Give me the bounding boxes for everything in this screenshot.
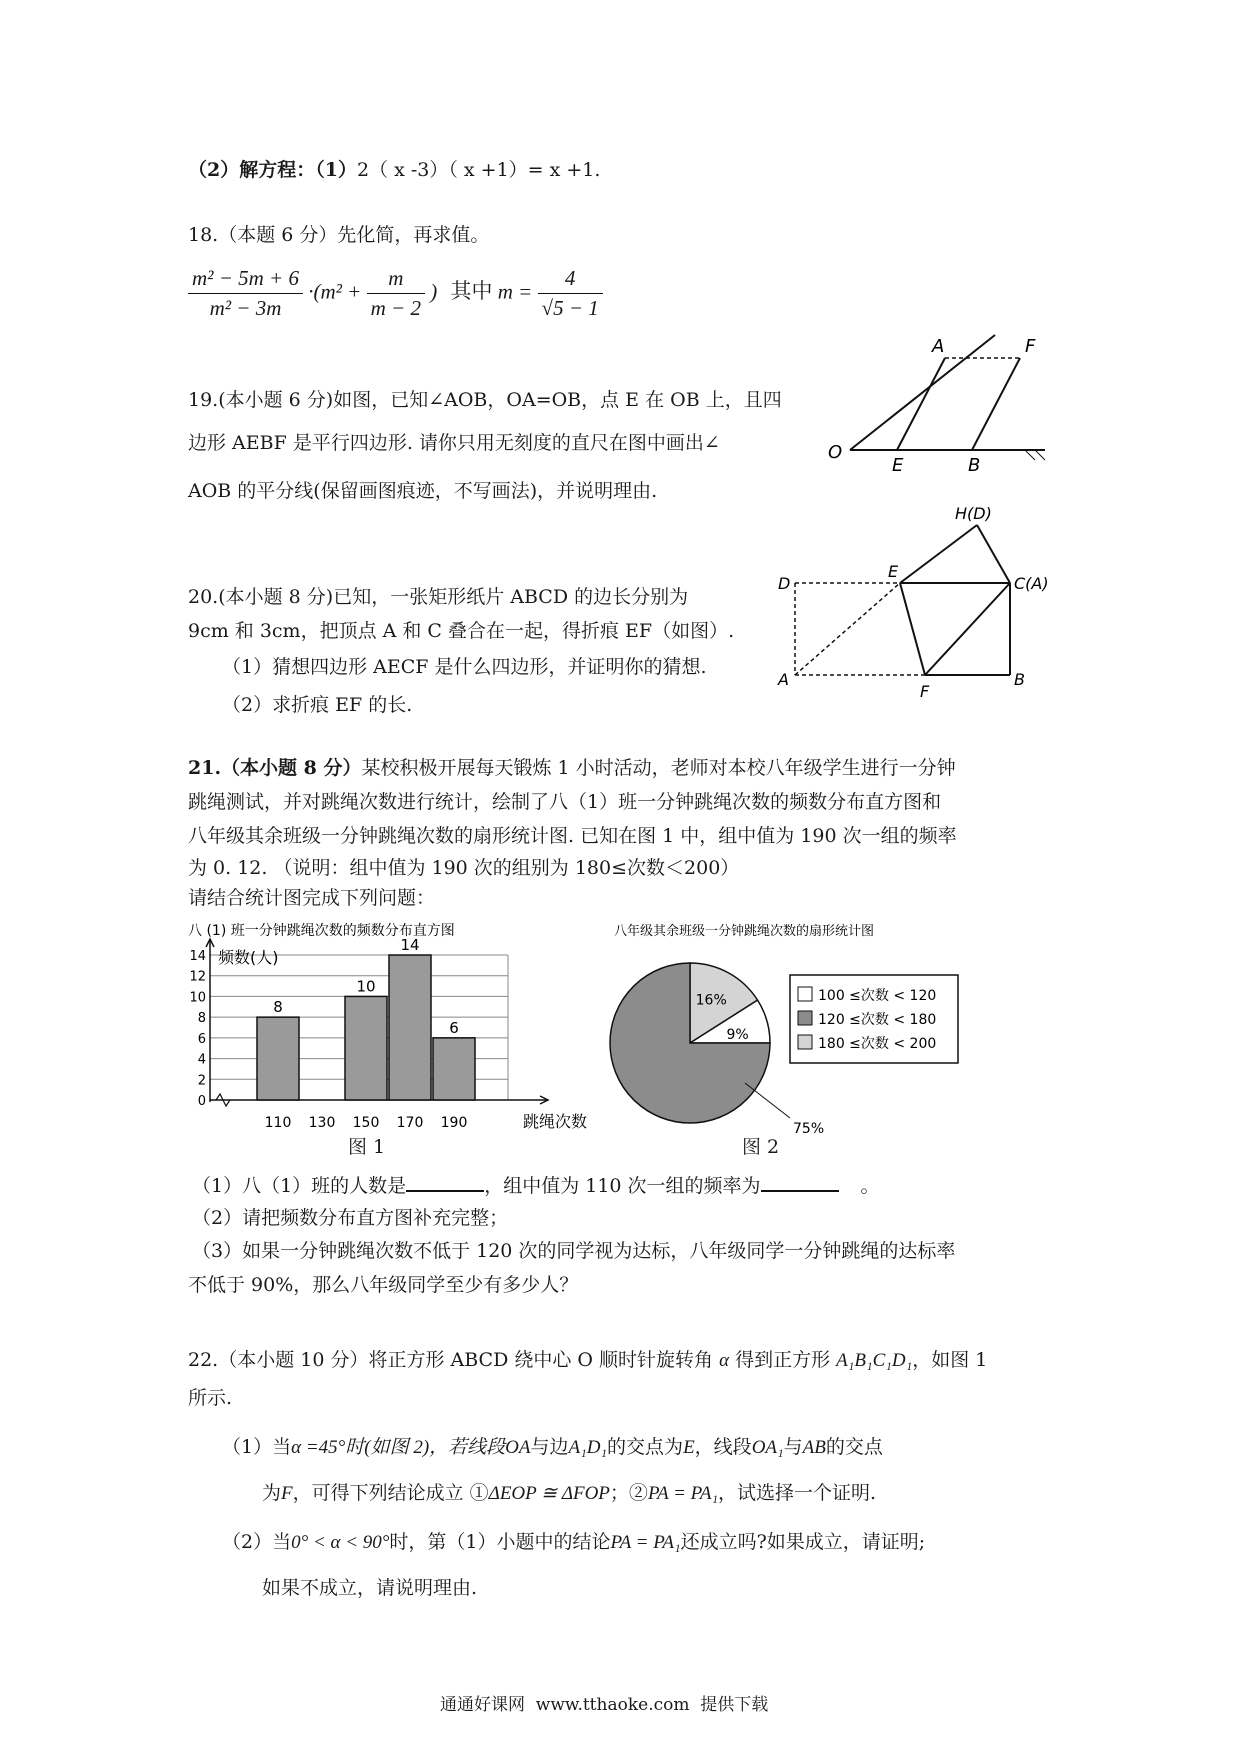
q21-question-2: （2）请把频数分布直方图补充完整；	[192, 1207, 509, 1229]
pie-title: 八年级其余班级一分钟跳绳次数的扇形统计图	[614, 924, 875, 939]
histogram-y-tick: 10	[189, 990, 206, 1006]
pie-legend-swatch	[798, 1035, 812, 1049]
q22-p1-pa-eq: PA = PA₁	[647, 1483, 719, 1504]
q21-q1-text-b: ，组中值为 110 次一组的频率为	[484, 1175, 761, 1197]
fig1-caption: 图 1	[348, 1136, 386, 1158]
q21-line-1	[188, 753, 956, 780]
q22-p1-oa: OA	[505, 1437, 531, 1458]
q22-p2-a: （2）当	[222, 1531, 292, 1553]
histogram-y-tick: 8	[197, 1011, 206, 1027]
fig2-caption: 图 2	[742, 1136, 780, 1158]
histogram-title: 八 (1) 班一分钟跳绳次数的频数分布直方图	[188, 923, 455, 939]
q19-label-a: A	[932, 336, 945, 357]
q22-line-1a: 22.（本小题 10 分）将正方形 ABCD 绕中心 O 顺时针旋转角	[188, 1349, 714, 1371]
q19-line-1: 19.(本小题 6 分)如图，已知∠AOB，OA=OB，点 E 在 OB 上，且四	[188, 389, 782, 411]
q20-label-ca: C(A)	[1014, 574, 1049, 593]
histogram-x-tick: 170	[396, 1115, 424, 1131]
q22-line-1c: ，如图 1	[912, 1349, 988, 1371]
pie-legend-swatch	[798, 987, 812, 1001]
q21-line-4: 为 0. 12. （说明：组中值为 190 次的组别为 180≤次数＜200）	[188, 857, 740, 879]
histogram-bar	[389, 955, 431, 1100]
q21-question-1	[192, 1170, 880, 1198]
q22-p1-congruence: ΔEOP ≅ ΔFOP	[488, 1483, 610, 1504]
histogram-bar-value: 10	[356, 977, 376, 996]
q22-p1-s: ，试选择一个证明.	[718, 1482, 877, 1504]
q19-label-o: O	[828, 442, 843, 463]
q21-question-3a: （3）如果一分钟跳绳次数不低于 120 次的同学视为达标，八年级同学一分钟跳绳的达标率	[192, 1240, 956, 1262]
q18-close: )	[430, 279, 438, 304]
q18-header: 18.（本题 6 分）先化简，再求值。	[188, 224, 490, 246]
q20-line-3: （1）猜想四边形 AECF 是什么四边形，并证明你的猜想.	[222, 656, 707, 678]
q22-p1-h: ，线段	[694, 1436, 752, 1458]
q20-line-2: 9cm 和 3cm，把顶点 A 和 C 叠合在一起，得折痕 EF（如图）.	[188, 620, 735, 642]
q21-q1-text-c: 。	[860, 1175, 880, 1197]
histogram-y-tick: 12	[189, 969, 206, 985]
histogram-bar	[433, 1038, 475, 1100]
q22-alpha: α	[719, 1350, 730, 1371]
q22-p2-c: 时，第（1）小题中的结论	[389, 1531, 611, 1553]
histogram-y-tick: 0	[197, 1094, 206, 1109]
q19-label-f: F	[1025, 336, 1036, 357]
pie-slice-label: 75%	[793, 1121, 825, 1135]
q22-line-1	[188, 1345, 987, 1372]
histogram-y-tick: 4	[197, 1052, 206, 1068]
q22-square-name: A₁B₁C₁D₁	[836, 1350, 913, 1371]
q17-part2-label: （2）解方程：	[188, 159, 316, 181]
q22-part-2-line-1	[222, 1527, 925, 1554]
pie-legend-swatch	[798, 1011, 812, 1025]
q22-p1-b: α =45°时(如图 2)，若线段	[291, 1437, 506, 1458]
footer: 通通好课网 www.tthaoke.com 提供下载	[440, 1695, 769, 1715]
q20-label-hd: H(D)	[955, 504, 992, 523]
histogram-y-tick: 6	[197, 1031, 206, 1047]
q18-where: 其中	[450, 279, 493, 304]
q19-label-e: E	[892, 455, 904, 475]
histogram-x-tick: 190	[440, 1115, 468, 1131]
pie-chart	[600, 915, 1020, 1135]
q22-p1-f: 的交点为	[607, 1436, 684, 1458]
histogram-bar-value: 8	[273, 998, 283, 1017]
q20-line-4: （2）求折痕 EF 的长.	[222, 694, 413, 716]
q18-expression	[188, 266, 603, 321]
q21-head: 21.（本小题 8 分）	[188, 757, 362, 779]
q18-m-eq: m =	[497, 279, 533, 304]
q21-line-2: 跳绳测试，并对跳绳次数进行统计，绘制了八（1）班一分钟跳绳次数的频数分布直方图和	[188, 791, 942, 813]
histogram-bar	[345, 996, 387, 1100]
histogram-y-label: 频数(人)	[218, 948, 279, 967]
q19-figure	[820, 330, 1060, 475]
q19-line-3: AOB 的平分线(保留画图痕迹，不写画法)，并说明理由.	[188, 480, 658, 502]
q21-question-3b: 不低于 90%，那么八年级同学至少有多少人？	[188, 1274, 579, 1296]
q22-line-1b: 得到正方形	[735, 1349, 831, 1371]
q22-p1-oa1: OA₁	[751, 1437, 784, 1458]
q22-part-1-line-2	[262, 1478, 876, 1505]
pie-legend-label: 120 ≤次数 < 180	[818, 1012, 937, 1028]
q22-part-1-line-1	[222, 1432, 883, 1459]
histogram-bar-value: 6	[449, 1018, 459, 1037]
q22-p2-pa-eq: PA = PA₁	[610, 1532, 681, 1553]
histogram-x-label: 跳绳次数	[523, 1112, 588, 1131]
q21-line-5: 请结合统计图完成下列问题：	[188, 887, 436, 909]
q22-p1-e: E	[683, 1437, 695, 1458]
pie-legend-label: 180 ≤次数 < 200	[818, 1036, 937, 1052]
histogram-chart	[188, 915, 608, 1135]
q22-p1-a1d1: A₁D₁	[568, 1437, 608, 1458]
q22-p1-q: ；②	[609, 1482, 648, 1504]
q18-mid: ·(m² +	[308, 279, 362, 304]
q20-line-1: 20.(本小题 8 分)已知，一张矩形纸片 ABCD 的边长分别为	[188, 586, 689, 608]
q21-q1-blank-1[interactable]	[406, 1170, 484, 1192]
histogram-bar	[257, 1017, 299, 1100]
q17-equation: 2（ x -3）（ x +1）= x +1.	[356, 159, 601, 181]
q22-p1-ab: AB	[802, 1437, 826, 1458]
q18-fraction-1: $\frac{\text{m² − 5m + 6}}{\text{m² − 3m}}$	[188, 266, 303, 321]
histogram-x-tick: 150	[352, 1115, 380, 1131]
q22-p2-e: 还成立吗?如果成立，请证明;	[680, 1531, 926, 1553]
histogram-bar-value: 14	[400, 936, 420, 954]
q21-line-3: 八年级其余班级一分钟跳绳次数的扇形统计图. 已知在图 1 中，组中值为 190 次一组的频率	[188, 825, 957, 847]
histogram-x-tick: 130	[308, 1115, 336, 1131]
q20-label-f: F	[920, 682, 930, 701]
histogram-y-tick: 2	[197, 1073, 206, 1089]
q20-label-b: B	[1014, 670, 1025, 689]
q21-q1-blank-2[interactable]	[761, 1170, 839, 1192]
histogram-x-tick: 110	[264, 1115, 292, 1131]
q19-label-b: B	[968, 455, 981, 475]
q22-p2-range: 0° < α < 90°	[291, 1532, 390, 1553]
q20-figure	[770, 503, 1070, 703]
q22-p1-j: 与	[783, 1436, 803, 1458]
pie-slice-label: 9%	[726, 1027, 749, 1044]
pie-legend-label: 100 ≤次数 < 120	[818, 988, 937, 1004]
q22-p1-l: 的交点	[825, 1436, 883, 1458]
q22-line-2: 所示.	[188, 1387, 233, 1409]
q20-label-a: A	[778, 670, 789, 689]
q21-q1-text-a: （1）八（1）班的人数是	[192, 1175, 407, 1197]
histogram-y-tick: 14	[189, 949, 206, 964]
q18-fraction-3: $\frac{4}{√5 - 1}$	[538, 266, 603, 321]
q17-line	[188, 155, 600, 182]
pie-slice-label: 16%	[695, 992, 727, 1009]
q17-part1-label: （1）	[315, 159, 357, 181]
q22-part-2-line-2: 如果不成立，请说明理由.	[262, 1577, 478, 1599]
q22-p1-fpt: F	[281, 1483, 293, 1504]
q20-label-d: D	[778, 574, 791, 593]
q22-p1-a: （1）当	[222, 1436, 292, 1458]
q18-fraction-2: $\frac{m}{m - 2}$	[367, 266, 425, 321]
q22-p1-d: 与边	[530, 1436, 569, 1458]
pie-leader-line	[745, 1083, 790, 1118]
q22-p1-o: ，可得下列结论成立 ①	[292, 1482, 489, 1504]
q19-line-2: 边形 AEBF 是平行四边形. 请你只用无刻度的直尺在图中画出∠	[188, 432, 720, 454]
q21-line-1-text: 某校积极开展每天锻炼 1 小时活动，老师对本校八年级学生进行一分钟	[361, 757, 956, 779]
q20-label-e: E	[888, 562, 899, 581]
q22-p1-m: 为	[262, 1482, 282, 1504]
